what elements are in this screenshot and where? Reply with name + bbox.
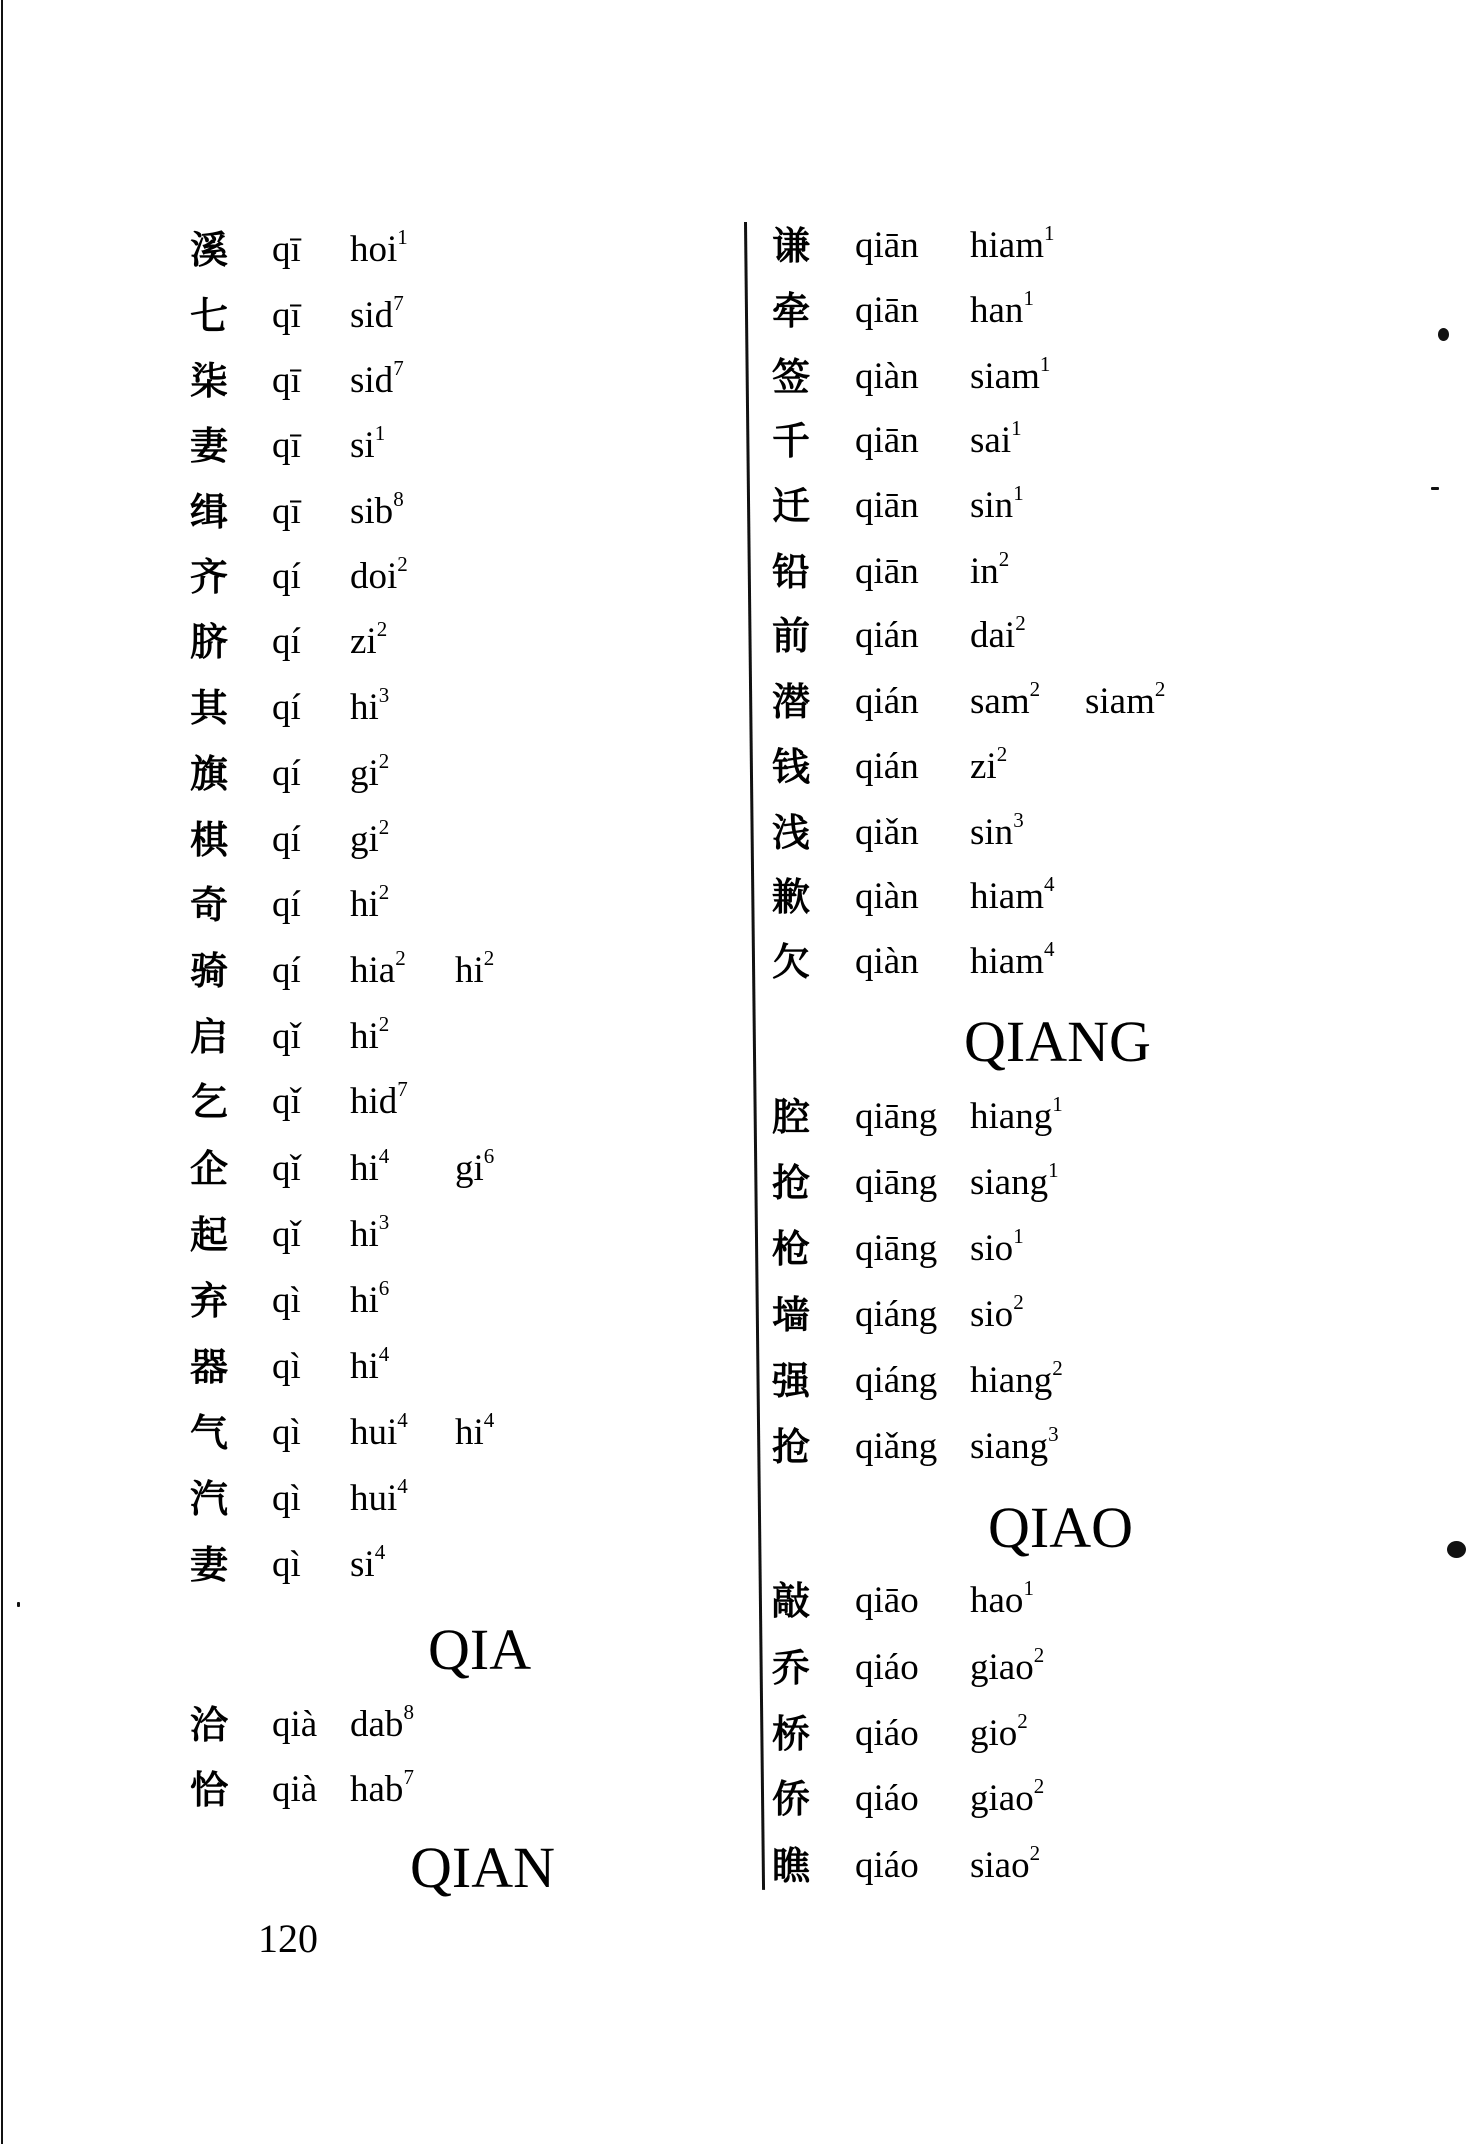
tone-number: 7 [393, 290, 404, 315]
dialect-reading [350, 877, 389, 933]
reading-text: siam [970, 356, 1040, 397]
tone-number: 1 [1023, 285, 1034, 310]
pinyin: qí [272, 819, 301, 860]
pinyin: qiáo [855, 1713, 919, 1754]
chinese-character: 骑 [190, 949, 229, 993]
pinyin: qià [272, 1704, 318, 1745]
reading-text: dab [350, 1704, 404, 1745]
chinese-character: 乞 [190, 1080, 229, 1124]
reading-text: hi [350, 1280, 379, 1321]
tone-number: 1 [1052, 1091, 1063, 1116]
tone-number: 2 [1033, 1773, 1045, 1798]
pinyin: qiān [855, 485, 919, 526]
dialect-reading [350, 1074, 408, 1130]
chinese-character: 前 [772, 614, 811, 658]
dialect-reading [970, 1353, 1063, 1409]
pinyin: qì [272, 1412, 301, 1453]
dialect-reading [970, 739, 1007, 795]
chinese-character: 腔 [772, 1095, 811, 1139]
reading-text: gi [350, 753, 379, 794]
chinese-character: 缉 [190, 490, 229, 534]
chinese-character: 器 [190, 1345, 229, 1389]
dialect-reading [970, 1287, 1024, 1343]
reading-text: sai [970, 420, 1012, 461]
pinyin: qiāng [855, 1162, 938, 1203]
section-heading: QIA [428, 1617, 532, 1682]
dialect-reading [970, 674, 1040, 730]
reading-text: siao [970, 1845, 1030, 1886]
dialect-reading [350, 943, 406, 999]
tone-number: 2 [1154, 676, 1166, 701]
reading-text: siam [1085, 681, 1155, 722]
reading-text: si [350, 1544, 375, 1585]
tone-number: 4 [374, 1539, 386, 1564]
dialect-reading [455, 1405, 494, 1461]
reading-text: hi [455, 1412, 484, 1453]
reading-text: siang [970, 1162, 1049, 1203]
chinese-character: 柒 [190, 359, 229, 403]
chinese-character: 妻 [190, 1543, 229, 1587]
chinese-character: 枪 [772, 1227, 811, 1271]
pinyin: qiān [855, 551, 919, 592]
reading-text: hid [350, 1081, 398, 1122]
reading-text: sid [350, 360, 394, 401]
scan-speck [1447, 1541, 1466, 1558]
reading-text: hia [350, 950, 396, 991]
tone-number: 1 [1013, 1223, 1024, 1248]
pinyin: qiáng [855, 1360, 938, 1401]
reading-text: gio [970, 1713, 1018, 1754]
section-heading: QIANG [964, 1009, 1151, 1074]
chinese-character: 强 [772, 1359, 811, 1403]
pinyin: qī [272, 491, 301, 532]
chinese-character: 钱 [772, 745, 811, 789]
page-number: 120 [258, 1916, 318, 1961]
dialect-reading [350, 1405, 408, 1461]
pinyin: qiáo [855, 1845, 919, 1886]
chinese-character: 欠 [772, 940, 811, 984]
pinyin: qì [272, 1478, 301, 1519]
reading-text: siang [970, 1426, 1049, 1467]
tone-number: 6 [378, 1275, 390, 1300]
tone-number: 8 [393, 486, 404, 511]
dialect-reading [350, 680, 389, 736]
dialect-reading [350, 1471, 408, 1527]
chinese-character: 恰 [190, 1768, 229, 1812]
dialect-reading [350, 353, 404, 409]
pinyin: qiān [855, 225, 919, 266]
tone-number: 4 [378, 1143, 390, 1168]
pinyin: qī [272, 425, 301, 466]
dialect-reading [970, 544, 1009, 600]
chinese-character: 溪 [190, 228, 229, 272]
section-heading: QIAO [988, 1495, 1133, 1560]
dialect-reading [350, 1207, 389, 1263]
chinese-character: 起 [190, 1213, 229, 1257]
pinyin: qí [272, 884, 301, 925]
chinese-character: 侨 [772, 1777, 811, 1821]
chinese-character: 弃 [190, 1279, 229, 1323]
tone-number: 2 [378, 748, 390, 773]
chinese-character: 奇 [190, 883, 229, 927]
reading-text: hiang [970, 1360, 1053, 1401]
tone-number: 1 [1011, 415, 1022, 440]
reading-text: hab [350, 1769, 404, 1810]
tone-number: 2 [483, 945, 495, 970]
chinese-character: 潜 [772, 680, 811, 724]
tone-number: 2 [378, 814, 390, 839]
reading-text: dai [970, 615, 1016, 656]
dialect-reading [350, 1697, 414, 1753]
chinese-character: 脐 [190, 620, 229, 664]
dialect-reading [350, 549, 408, 605]
tone-number: 3 [1013, 807, 1024, 832]
dialect-reading [350, 1009, 389, 1065]
tone-number: 2 [397, 551, 408, 576]
tone-number: 7 [403, 1764, 414, 1789]
dialect-reading [350, 288, 404, 344]
chinese-character: 歉 [772, 875, 811, 919]
tone-number: 4 [378, 1341, 390, 1366]
tone-number: 2 [378, 879, 390, 904]
pinyin: qiǎng [855, 1426, 938, 1467]
dialect-reading [455, 943, 494, 999]
tone-number: 2 [1029, 676, 1041, 701]
reading-text: sio [970, 1228, 1014, 1269]
pinyin: qián [855, 615, 919, 656]
tone-number: 2 [395, 945, 406, 970]
pinyin: qiān [855, 290, 919, 331]
dialect-reading [970, 349, 1050, 405]
dialect-reading [350, 614, 387, 670]
chinese-character: 妻 [190, 424, 229, 468]
reading-text: zi [350, 621, 377, 662]
dialect-reading [970, 1640, 1044, 1696]
reading-text: hiang [970, 1096, 1053, 1137]
dialect-reading [970, 1706, 1028, 1762]
reading-text: hi [350, 1148, 379, 1189]
reading-text: sio [970, 1294, 1014, 1335]
tone-number: 2 [996, 741, 1008, 766]
reading-text: han [970, 290, 1024, 331]
pinyin: qǐ [272, 1081, 301, 1122]
tone-number: 7 [397, 1076, 408, 1101]
page-edge-line [1, 0, 3, 2144]
tone-number: 4 [483, 1407, 495, 1432]
tone-number: 1 [1013, 480, 1024, 505]
dialect-reading [970, 869, 1054, 925]
reading-text: hi [350, 1346, 379, 1387]
reading-text: hi [455, 950, 484, 991]
chinese-character: 签 [772, 355, 811, 399]
scan-speck [1438, 328, 1449, 341]
tone-number: 4 [1043, 936, 1055, 961]
reading-text: hiam [970, 941, 1044, 982]
reading-text: doi [350, 556, 398, 597]
pinyin: qǐ [272, 1148, 301, 1189]
reading-text: in [970, 551, 999, 592]
pinyin: qí [272, 950, 301, 991]
reading-text: hi [350, 1214, 379, 1255]
chinese-character: 齐 [190, 555, 229, 599]
reading-text: hiam [970, 876, 1044, 917]
pinyin: qiáng [855, 1294, 938, 1335]
dialect-reading [970, 1771, 1044, 1827]
tone-number: 1 [1043, 220, 1055, 245]
reading-text: giao [970, 1647, 1034, 1688]
tone-number: 8 [403, 1699, 414, 1724]
dialect-reading [970, 413, 1022, 469]
tone-number: 2 [1033, 1642, 1045, 1667]
dialect-reading [970, 283, 1034, 339]
chinese-character: 谦 [772, 224, 811, 268]
chinese-character: 气 [190, 1411, 229, 1455]
pinyin: qí [272, 753, 301, 794]
reading-text: si [350, 425, 375, 466]
reading-text: hi [350, 884, 379, 925]
chinese-character: 迁 [772, 484, 811, 528]
dialect-reading [970, 1221, 1024, 1277]
pinyin: qì [272, 1346, 301, 1387]
tone-number: 2 [378, 1011, 390, 1036]
chinese-character: 其 [190, 686, 229, 730]
reading-text: gi [455, 1148, 484, 1189]
reading-text: sin [970, 485, 1014, 526]
dialect-reading [970, 934, 1054, 990]
chinese-character: 千 [772, 419, 811, 463]
tone-number: 6 [483, 1143, 495, 1168]
column-divider [744, 222, 765, 1890]
reading-text: hui [350, 1478, 398, 1519]
tone-number: 2 [376, 616, 388, 641]
dialect-reading [350, 418, 385, 474]
pinyin: qiàn [855, 356, 919, 397]
dialect-reading [350, 812, 389, 868]
tone-number: 2 [1052, 1355, 1063, 1380]
pinyin: qí [272, 687, 301, 728]
reading-text: zi [970, 746, 997, 787]
tone-number: 3 [378, 682, 390, 707]
pinyin: qiāng [855, 1228, 938, 1269]
reading-text: hi [350, 1016, 379, 1057]
chinese-character: 旗 [190, 752, 229, 796]
chinese-character: 浅 [772, 811, 811, 855]
chinese-character: 牵 [772, 289, 811, 333]
tone-number: 1 [374, 420, 386, 445]
dialect-reading [970, 1838, 1040, 1894]
dialect-reading [350, 1537, 385, 1593]
pinyin: qǐ [272, 1214, 301, 1255]
chinese-character: 洽 [190, 1703, 229, 1747]
reading-text: hao [970, 1580, 1024, 1621]
tone-number: 2 [1013, 1289, 1024, 1314]
reading-text: hui [350, 1412, 398, 1453]
pinyin: qiāng [855, 1096, 938, 1137]
reading-text: sin [970, 812, 1014, 853]
dialect-reading [970, 218, 1054, 274]
pinyin: qí [272, 621, 301, 662]
scan-speck [17, 1602, 20, 1607]
chinese-character: 乔 [772, 1646, 811, 1690]
chinese-character: 汽 [190, 1477, 229, 1521]
reading-text: hi [350, 687, 379, 728]
chinese-character: 瞧 [772, 1844, 811, 1888]
pinyin: qiāo [855, 1580, 919, 1621]
tone-number: 2 [1017, 1708, 1028, 1733]
chinese-character: 墙 [772, 1293, 811, 1337]
dialect-reading [970, 1155, 1059, 1211]
chinese-character: 铅 [772, 550, 811, 594]
chinese-character: 抢 [772, 1425, 811, 1469]
pinyin: qì [272, 1280, 301, 1321]
pinyin: qǐ [272, 1016, 301, 1057]
tone-number: 2 [1029, 1840, 1041, 1865]
chinese-character: 敲 [772, 1579, 811, 1623]
reading-text: gi [350, 819, 379, 860]
dialect-reading [970, 1419, 1059, 1475]
scan-speck [1431, 487, 1439, 490]
pinyin: qī [272, 295, 301, 336]
dialect-reading [970, 1089, 1063, 1145]
dialect-reading [970, 608, 1026, 664]
pinyin: qī [272, 360, 301, 401]
dialect-reading [455, 1141, 494, 1197]
tone-number: 1 [1039, 351, 1051, 376]
chinese-character: 企 [190, 1147, 229, 1191]
tone-number: 4 [397, 1407, 408, 1432]
tone-number: 1 [397, 224, 408, 249]
pinyin: qiáo [855, 1778, 919, 1819]
pinyin: qián [855, 746, 919, 787]
pinyin: qiān [855, 420, 919, 461]
tone-number: 2 [998, 546, 1010, 571]
pinyin: qì [272, 1544, 301, 1585]
chinese-character: 启 [190, 1015, 229, 1059]
chinese-character: 七 [190, 294, 229, 338]
pinyin: qī [272, 229, 301, 270]
dialect-reading [350, 1141, 389, 1197]
dialect-reading [1085, 674, 1165, 730]
reading-text: hoi [350, 229, 398, 270]
tone-number: 4 [1043, 871, 1055, 896]
pinyin: qiǎn [855, 812, 919, 853]
dialect-reading [350, 1762, 414, 1818]
tone-number: 1 [1023, 1575, 1034, 1600]
dialect-reading [970, 478, 1024, 534]
tone-number: 3 [1048, 1421, 1059, 1446]
tone-number: 2 [1015, 610, 1026, 635]
tone-number: 4 [397, 1473, 408, 1498]
dialect-reading [970, 805, 1024, 861]
pinyin: qí [272, 556, 301, 597]
tone-number: 1 [1048, 1157, 1059, 1182]
pinyin: qiáo [855, 1647, 919, 1688]
dialect-reading [350, 746, 389, 802]
reading-text: hiam [970, 225, 1044, 266]
chinese-character: 抢 [772, 1161, 811, 1205]
dialect-reading [350, 484, 404, 540]
reading-text: sid [350, 295, 394, 336]
reading-text: sib [350, 491, 394, 532]
section-heading: QIAN [410, 1835, 555, 1900]
pinyin: qián [855, 681, 919, 722]
chinese-character: 棋 [190, 818, 229, 862]
reading-text: sam [970, 681, 1030, 722]
dialect-reading [350, 222, 408, 278]
pinyin: qiàn [855, 876, 919, 917]
tone-number: 3 [378, 1209, 390, 1234]
pinyin: qià [272, 1769, 318, 1810]
dialect-reading [970, 1573, 1034, 1629]
chinese-character: 桥 [772, 1712, 811, 1756]
reading-text: giao [970, 1778, 1034, 1819]
tone-number: 7 [393, 355, 404, 380]
pinyin: qiàn [855, 941, 919, 982]
dialect-reading [350, 1273, 389, 1329]
dialect-reading [350, 1339, 389, 1395]
